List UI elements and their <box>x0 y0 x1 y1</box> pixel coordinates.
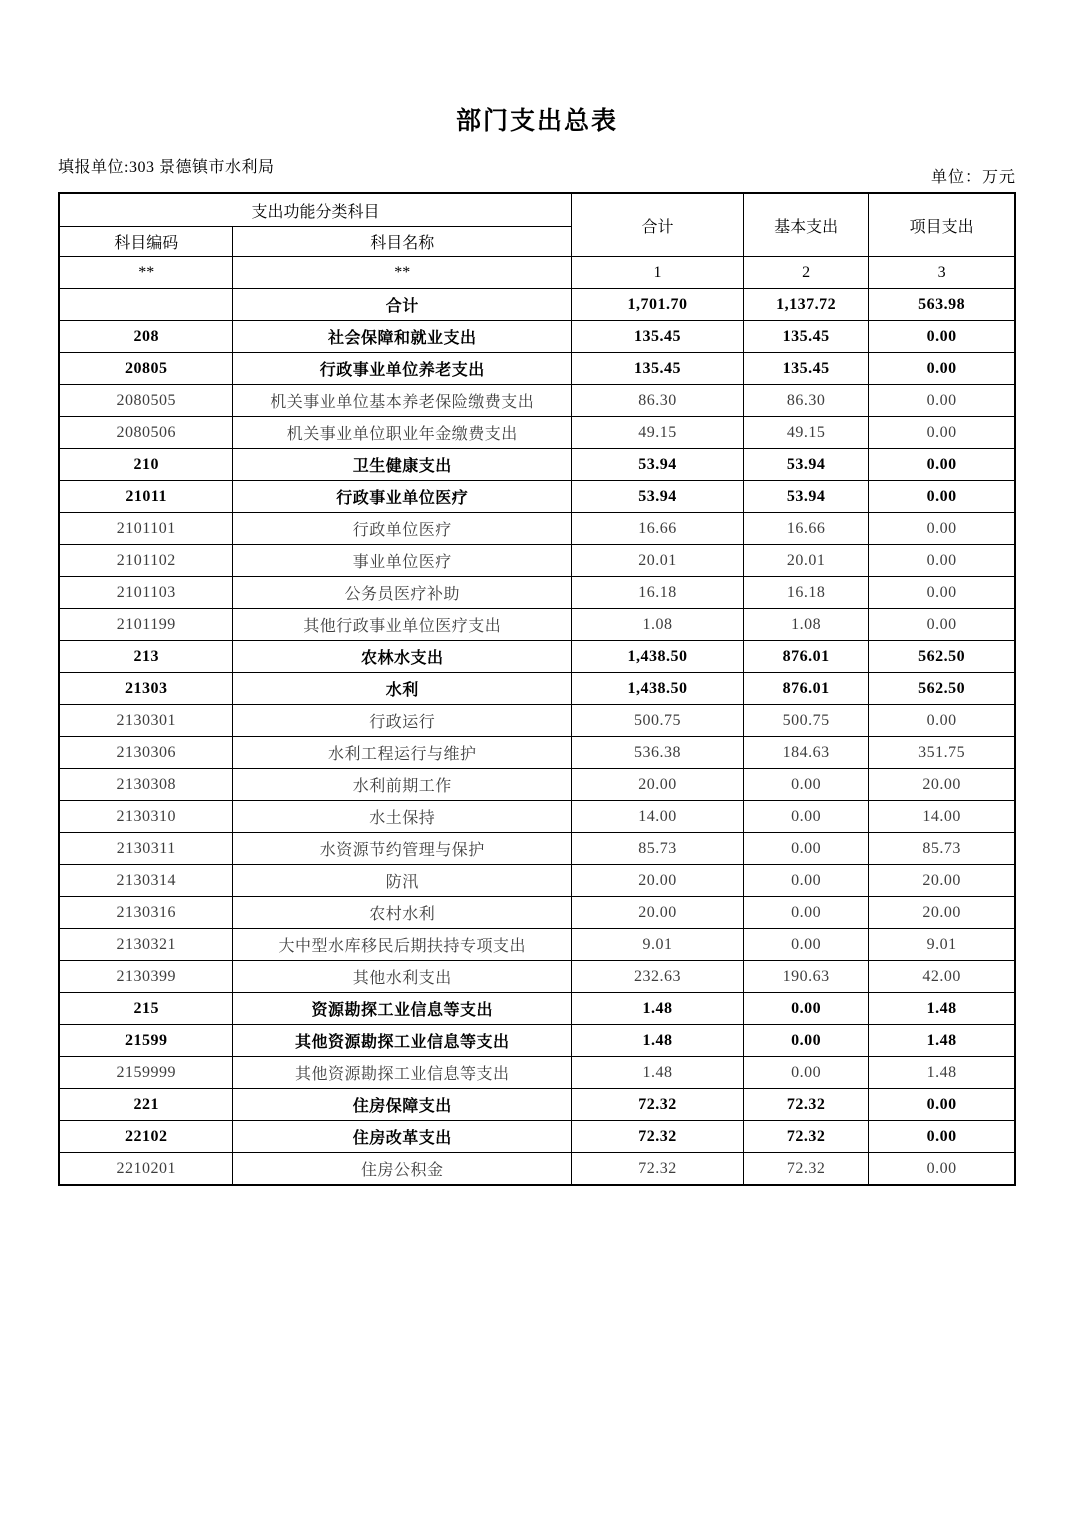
expenditure-table <box>58 192 1016 1186</box>
page-title: 部门支出总表 <box>455 108 618 135</box>
table-row <box>59 865 1015 897</box>
code-placeholder-cell: ** <box>59 257 233 289</box>
table-row <box>59 385 1015 417</box>
table-row <box>59 961 1015 993</box>
total-value-cell: 53.94 <box>571 481 743 513</box>
subject-code-cell: 21011 <box>59 481 233 513</box>
project-expenditure-value-cell: 0.00 <box>869 577 1015 609</box>
subject-name-cell: 水利工程运行与维护 <box>233 737 571 769</box>
table-header <box>59 193 1015 289</box>
total-value-cell: 1.08 <box>571 609 743 641</box>
total-value-cell: 72.32 <box>571 1121 743 1153</box>
reporting-unit-label: 填报单位:303 景德镇市水利局 <box>58 159 275 176</box>
subject-name-cell: 其他资源勘探工业信息等支出 <box>233 1057 571 1089</box>
table-row <box>59 1121 1015 1153</box>
subject-code-cell: 2101101 <box>59 513 233 545</box>
project-expenditure-value-cell: 0.00 <box>869 321 1015 353</box>
subject-name-cell: 住房改革支出 <box>233 1121 571 1153</box>
header-basic-expenditure-column: 基本支出 <box>743 193 868 257</box>
table-row <box>59 481 1015 513</box>
subject-name-cell: 其他资源勘探工业信息等支出 <box>233 1025 571 1057</box>
basic-expenditure-value-cell: 0.00 <box>743 865 868 897</box>
project-expenditure-value-cell: 0.00 <box>869 705 1015 737</box>
unit-of-measure-label: 单位：万元 <box>930 169 1016 186</box>
subject-code-cell: 221 <box>59 1089 233 1121</box>
basic-expenditure-value-cell: 135.45 <box>743 321 868 353</box>
basic-expenditure-value-cell: 20.01 <box>743 545 868 577</box>
subject-name-cell: 水利 <box>233 673 571 705</box>
project-expenditure-value-cell: 1.48 <box>869 993 1015 1025</box>
total-value-cell: 72.32 <box>571 1153 743 1186</box>
total-value-cell: 85.73 <box>571 833 743 865</box>
table-row <box>59 993 1015 1025</box>
header-total-column: 合计 <box>571 193 743 257</box>
subject-name-cell: 社会保障和就业支出 <box>233 321 571 353</box>
basic-expenditure-value-cell: 0.00 <box>743 833 868 865</box>
name-placeholder-cell: ** <box>233 257 571 289</box>
table-row <box>59 353 1015 385</box>
total-value-cell: 1.48 <box>571 993 743 1025</box>
header-row-numbers <box>59 257 1015 289</box>
table-row <box>59 897 1015 929</box>
header-subject-code: 科目编码 <box>59 227 233 257</box>
project-expenditure-value-cell: 0.00 <box>869 481 1015 513</box>
project-expenditure-value-cell: 0.00 <box>869 385 1015 417</box>
project-expenditure-value-cell: 9.01 <box>869 929 1015 961</box>
table-row <box>59 1153 1015 1186</box>
subject-name-cell: 资源勘探工业信息等支出 <box>233 993 571 1025</box>
table-row <box>59 1089 1015 1121</box>
subject-name-cell: 合计 <box>233 289 571 321</box>
subject-code-cell: 2210201 <box>59 1153 233 1186</box>
subject-name-cell: 机关事业单位基本养老保险缴费支出 <box>233 385 571 417</box>
project-expenditure-value-cell: 0.00 <box>869 1121 1015 1153</box>
total-value-cell: 20.01 <box>571 545 743 577</box>
subject-name-cell: 水利前期工作 <box>233 769 571 801</box>
total-value-cell: 1.48 <box>571 1025 743 1057</box>
subject-code-cell: 2130308 <box>59 769 233 801</box>
project-expenditure-value-cell: 0.00 <box>869 353 1015 385</box>
basic-expenditure-value-cell: 53.94 <box>743 449 868 481</box>
basic-expenditure-value-cell: 184.63 <box>743 737 868 769</box>
total-value-cell: 1,701.70 <box>571 289 743 321</box>
table-row <box>59 449 1015 481</box>
subject-code-cell: 20805 <box>59 353 233 385</box>
total-value-cell: 20.00 <box>571 769 743 801</box>
total-value-cell: 9.01 <box>571 929 743 961</box>
subject-name-cell: 农村水利 <box>233 897 571 929</box>
project-expenditure-value-cell: 0.00 <box>869 609 1015 641</box>
subject-code-cell <box>59 289 233 321</box>
basic-expenditure-value-cell: 135.45 <box>743 353 868 385</box>
table-row <box>59 769 1015 801</box>
project-expenditure-value-cell: 85.73 <box>869 833 1015 865</box>
total-value-cell: 1,438.50 <box>571 673 743 705</box>
subject-name-cell: 行政运行 <box>233 705 571 737</box>
subject-code-cell: 2130314 <box>59 865 233 897</box>
basic-expenditure-value-cell: 49.15 <box>743 417 868 449</box>
header-project-expenditure-column: 项目支出 <box>869 193 1015 257</box>
project-expenditure-value-cell: 351.75 <box>869 737 1015 769</box>
table-row <box>59 737 1015 769</box>
table-row <box>59 417 1015 449</box>
subject-name-cell: 卫生健康支出 <box>233 449 571 481</box>
project-expenditure-value-cell: 20.00 <box>869 865 1015 897</box>
subject-name-cell: 住房公积金 <box>233 1153 571 1186</box>
total-value-cell: 16.66 <box>571 513 743 545</box>
subject-name-cell: 住房保障支出 <box>233 1089 571 1121</box>
table-row <box>59 577 1015 609</box>
basic-expenditure-value-cell: 72.32 <box>743 1153 868 1186</box>
total-value-cell: 232.63 <box>571 961 743 993</box>
basic-expenditure-value-cell: 72.32 <box>743 1089 868 1121</box>
table-row <box>59 545 1015 577</box>
total-value-cell: 500.75 <box>571 705 743 737</box>
subject-name-cell: 其他行政事业单位医疗支出 <box>233 609 571 641</box>
subject-code-cell: 2130310 <box>59 801 233 833</box>
subject-name-cell: 农林水支出 <box>233 641 571 673</box>
total-value-cell: 72.32 <box>571 1089 743 1121</box>
project-expenditure-value-cell: 562.50 <box>869 673 1015 705</box>
basic-expenditure-value-cell: 0.00 <box>743 929 868 961</box>
table-row <box>59 929 1015 961</box>
table-row <box>59 705 1015 737</box>
project-expenditure-value-cell: 42.00 <box>869 961 1015 993</box>
subject-code-cell: 2080505 <box>59 385 233 417</box>
table-row <box>59 513 1015 545</box>
subject-code-cell: 2159999 <box>59 1057 233 1089</box>
subject-code-cell: 208 <box>59 321 233 353</box>
subject-code-cell: 2130321 <box>59 929 233 961</box>
basic-expenditure-value-cell: 0.00 <box>743 897 868 929</box>
project-expenditure-value-cell: 0.00 <box>869 545 1015 577</box>
header-row-group <box>59 193 1015 227</box>
subject-name-cell: 公务员医疗补助 <box>233 577 571 609</box>
project-expenditure-value-cell: 0.00 <box>869 449 1015 481</box>
table-row <box>59 641 1015 673</box>
basic-expenditure-value-cell: 1.08 <box>743 609 868 641</box>
subject-name-cell: 行政事业单位医疗 <box>233 481 571 513</box>
table-row <box>59 609 1015 641</box>
column-number-2: 2 <box>743 257 868 289</box>
project-expenditure-value-cell: 14.00 <box>869 801 1015 833</box>
subject-name-cell: 水资源节约管理与保护 <box>233 833 571 865</box>
subject-name-cell: 防汛 <box>233 865 571 897</box>
subject-code-cell: 2101103 <box>59 577 233 609</box>
total-value-cell: 14.00 <box>571 801 743 833</box>
total-value-cell: 20.00 <box>571 865 743 897</box>
table-body <box>59 289 1015 1186</box>
project-expenditure-value-cell: 563.98 <box>869 289 1015 321</box>
total-value-cell: 536.38 <box>571 737 743 769</box>
total-value-cell: 1.48 <box>571 1057 743 1089</box>
project-expenditure-value-cell: 562.50 <box>869 641 1015 673</box>
basic-expenditure-value-cell: 0.00 <box>743 801 868 833</box>
project-expenditure-value-cell: 1.48 <box>869 1057 1015 1089</box>
subject-code-cell: 2130301 <box>59 705 233 737</box>
table-row <box>59 673 1015 705</box>
basic-expenditure-value-cell: 876.01 <box>743 641 868 673</box>
total-value-cell: 20.00 <box>571 897 743 929</box>
table-row <box>59 289 1015 321</box>
header-function-classification: 支出功能分类科目 <box>59 193 571 227</box>
subject-code-cell: 2101199 <box>59 609 233 641</box>
table-row <box>59 321 1015 353</box>
basic-expenditure-value-cell: 500.75 <box>743 705 868 737</box>
subject-name-cell: 行政事业单位养老支出 <box>233 353 571 385</box>
subject-code-cell: 21303 <box>59 673 233 705</box>
table-row <box>59 801 1015 833</box>
total-value-cell: 135.45 <box>571 353 743 385</box>
meta-row <box>58 154 1016 188</box>
project-expenditure-value-cell: 0.00 <box>869 1153 1015 1186</box>
project-expenditure-value-cell: 0.00 <box>869 417 1015 449</box>
subject-name-cell: 机关事业单位职业年金缴费支出 <box>233 417 571 449</box>
basic-expenditure-value-cell: 0.00 <box>743 769 868 801</box>
project-expenditure-value-cell: 20.00 <box>869 769 1015 801</box>
table-row <box>59 833 1015 865</box>
basic-expenditure-value-cell: 16.66 <box>743 513 868 545</box>
total-value-cell: 135.45 <box>571 321 743 353</box>
basic-expenditure-value-cell: 190.63 <box>743 961 868 993</box>
column-number-1: 1 <box>571 257 743 289</box>
total-value-cell: 86.30 <box>571 385 743 417</box>
subject-code-cell: 22102 <box>59 1121 233 1153</box>
total-value-cell: 1,438.50 <box>571 641 743 673</box>
subject-name-cell: 水土保持 <box>233 801 571 833</box>
basic-expenditure-value-cell: 0.00 <box>743 1057 868 1089</box>
basic-expenditure-value-cell: 53.94 <box>743 481 868 513</box>
subject-code-cell: 2130399 <box>59 961 233 993</box>
subject-code-cell: 2130311 <box>59 833 233 865</box>
subject-code-cell: 2130306 <box>59 737 233 769</box>
subject-name-cell: 其他水利支出 <box>233 961 571 993</box>
subject-code-cell: 2130316 <box>59 897 233 929</box>
header-subject-name: 科目名称 <box>233 227 571 257</box>
total-value-cell: 16.18 <box>571 577 743 609</box>
basic-expenditure-value-cell: 72.32 <box>743 1121 868 1153</box>
project-expenditure-value-cell: 0.00 <box>869 1089 1015 1121</box>
subject-code-cell: 213 <box>59 641 233 673</box>
subject-code-cell: 2101102 <box>59 545 233 577</box>
subject-name-cell: 行政单位医疗 <box>233 513 571 545</box>
basic-expenditure-value-cell: 16.18 <box>743 577 868 609</box>
subject-name-cell: 事业单位医疗 <box>233 545 571 577</box>
table-row <box>59 1025 1015 1057</box>
subject-code-cell: 21599 <box>59 1025 233 1057</box>
basic-expenditure-value-cell: 0.00 <box>743 993 868 1025</box>
basic-expenditure-value-cell: 0.00 <box>743 1025 868 1057</box>
project-expenditure-value-cell: 1.48 <box>869 1025 1015 1057</box>
project-expenditure-value-cell: 0.00 <box>869 513 1015 545</box>
subject-code-cell: 210 <box>59 449 233 481</box>
column-number-3: 3 <box>869 257 1015 289</box>
basic-expenditure-value-cell: 86.30 <box>743 385 868 417</box>
project-expenditure-value-cell: 20.00 <box>869 897 1015 929</box>
basic-expenditure-value-cell: 876.01 <box>743 673 868 705</box>
table-row <box>59 1057 1015 1089</box>
basic-expenditure-value-cell: 1,137.72 <box>743 289 868 321</box>
total-value-cell: 53.94 <box>571 449 743 481</box>
total-value-cell: 49.15 <box>571 417 743 449</box>
subject-code-cell: 215 <box>59 993 233 1025</box>
subject-code-cell: 2080506 <box>59 417 233 449</box>
subject-name-cell: 大中型水库移民后期扶持专项支出 <box>233 929 571 961</box>
